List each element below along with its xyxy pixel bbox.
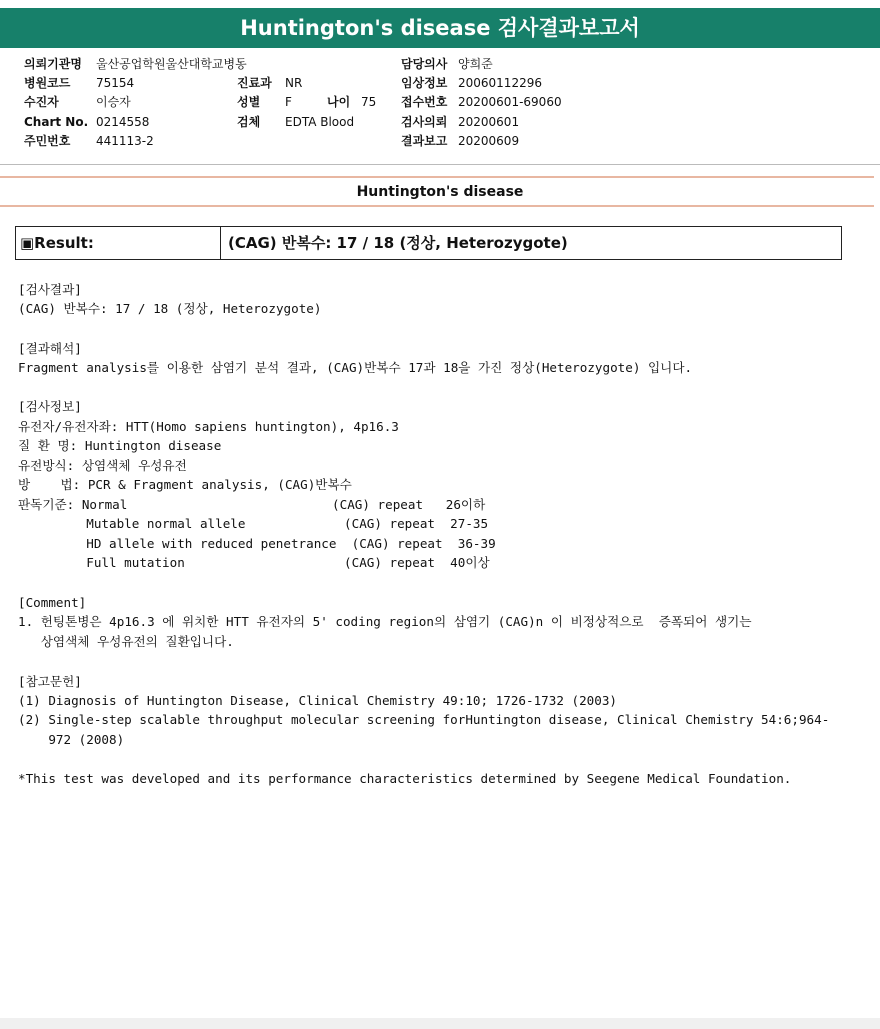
- institution-label: 의뢰기관명: [24, 57, 82, 71]
- comment-line-2: 상염색체 우성유전의 질환입니다.: [18, 634, 234, 649]
- patient-value: 이승자: [96, 95, 131, 109]
- criteria-normal-line: 판독기준: Normal (CAG) repeat 26이하: [18, 497, 486, 512]
- chart-no-label: Chart No.: [24, 115, 89, 129]
- id-no-value: 441113-2: [96, 134, 154, 148]
- criteria-mutable-line: Mutable normal allele (CAG) repeat 27-35: [18, 516, 489, 531]
- reception-no-value: 20200601-69060: [458, 95, 562, 109]
- test-request-value: 20200601: [458, 115, 520, 129]
- interpretation-heading: [결과해석]: [18, 341, 82, 356]
- clinical-info-label: 임상정보: [401, 76, 448, 90]
- patient-label: 수진자: [24, 95, 59, 109]
- disclaimer: *This test was developed and its performance characteristics determined by Seegene Medical Foundation.: [18, 771, 792, 786]
- section-bottom-rule: [0, 205, 874, 207]
- institution-value: 울산공업학원울산대학교병동: [96, 57, 247, 71]
- result-report-label: 결과보고: [401, 134, 448, 148]
- criteria-hd-reduced-line: HD allele with reduced penetrance (CAG) repeat 36-39: [18, 536, 496, 551]
- interpretation-text: Fragment analysis를 이용한 삼염기 분석 결과, (CAG)반복수 17과 18을 가진 정상(Heterozygote) 입니다.: [18, 360, 693, 375]
- section-title: Huntington's disease: [356, 184, 524, 200]
- method-line: 방 법: PCR & Fragment analysis, (CAG)반복수: [18, 477, 352, 492]
- info-row-5: [0, 132, 880, 151]
- header-divider: [0, 164, 880, 165]
- doctor-value: 양희준: [458, 57, 493, 71]
- criteria-full-mutation-line: Full mutation (CAG) repeat 40이상: [18, 555, 490, 570]
- info-row-3: [0, 93, 880, 112]
- inheritance-line: 유전방식: 상염색체 우성유전: [18, 458, 187, 473]
- result-text: (CAG) 반복수: 17 / 18 (정상, Heterozygote): [18, 301, 322, 316]
- comment-heading: [Comment]: [18, 595, 87, 610]
- test-request-label: 검사의뢰: [401, 115, 448, 129]
- department-label: 진료과: [237, 76, 272, 90]
- sex-label: 성별: [237, 95, 261, 109]
- specimen-value: EDTA Blood: [285, 115, 355, 129]
- chart-no-value: 0214558: [96, 115, 150, 129]
- reference-2-line-2: 972 (2008): [18, 732, 125, 747]
- id-no-label: 주민번호: [24, 134, 71, 148]
- specimen-label: 검체: [237, 115, 261, 129]
- doctor-label: 담당의사: [401, 57, 448, 71]
- section-top-rule: [0, 176, 874, 178]
- result-heading: [검사결과]: [18, 282, 82, 297]
- hospital-code-label: 병원코드: [24, 76, 71, 90]
- clinical-info-value: 20060112296: [458, 76, 542, 90]
- references-heading: [참고문헌]: [18, 674, 82, 689]
- sex-value: F: [285, 95, 292, 109]
- reception-no-label: 접수번호: [401, 95, 448, 109]
- result-report-value: 20200609: [458, 134, 520, 148]
- info-row-1: [0, 55, 880, 74]
- gene-locus-line: 유전자/유전자좌: HTT(Homo sapiens huntington), 4p16.3: [18, 419, 399, 434]
- disease-name-line: 질 환 명: Huntington disease: [18, 438, 222, 453]
- report-title: Huntington's disease 검사결과보고서: [0, 8, 880, 48]
- result-label: ▣Result:: [16, 227, 221, 259]
- comment-line-1: 1. 헌팅톤병은 4p16.3 에 위치한 HTT 유전자의 5' coding region의 삼염기 (CAG)n 이 비정상적으로 증폭되어 생기는: [18, 614, 752, 629]
- reference-1: (1) Diagnosis of Huntington Disease, Clinical Chemistry 49:10; 1726-1732 (2003): [18, 693, 617, 708]
- result-value: (CAG) 반복수: 17 / 18 (정상, Heterozygote): [228, 234, 568, 252]
- info-row-2: [0, 74, 880, 93]
- bottom-bar: [0, 1018, 880, 1029]
- result-box: [15, 226, 842, 260]
- hospital-code-value: 75154: [96, 76, 135, 90]
- department-value: NR: [285, 76, 303, 90]
- age-value: 75: [361, 95, 377, 109]
- test-info-heading: [검사정보]: [18, 399, 82, 414]
- reference-2-line-1: (2) Single-step scalable throughput molecular screening forHuntington disease, Clinical Chemistry 54:6;964-: [18, 712, 830, 727]
- info-row-4: [0, 113, 880, 132]
- age-label: 나이: [327, 95, 351, 109]
